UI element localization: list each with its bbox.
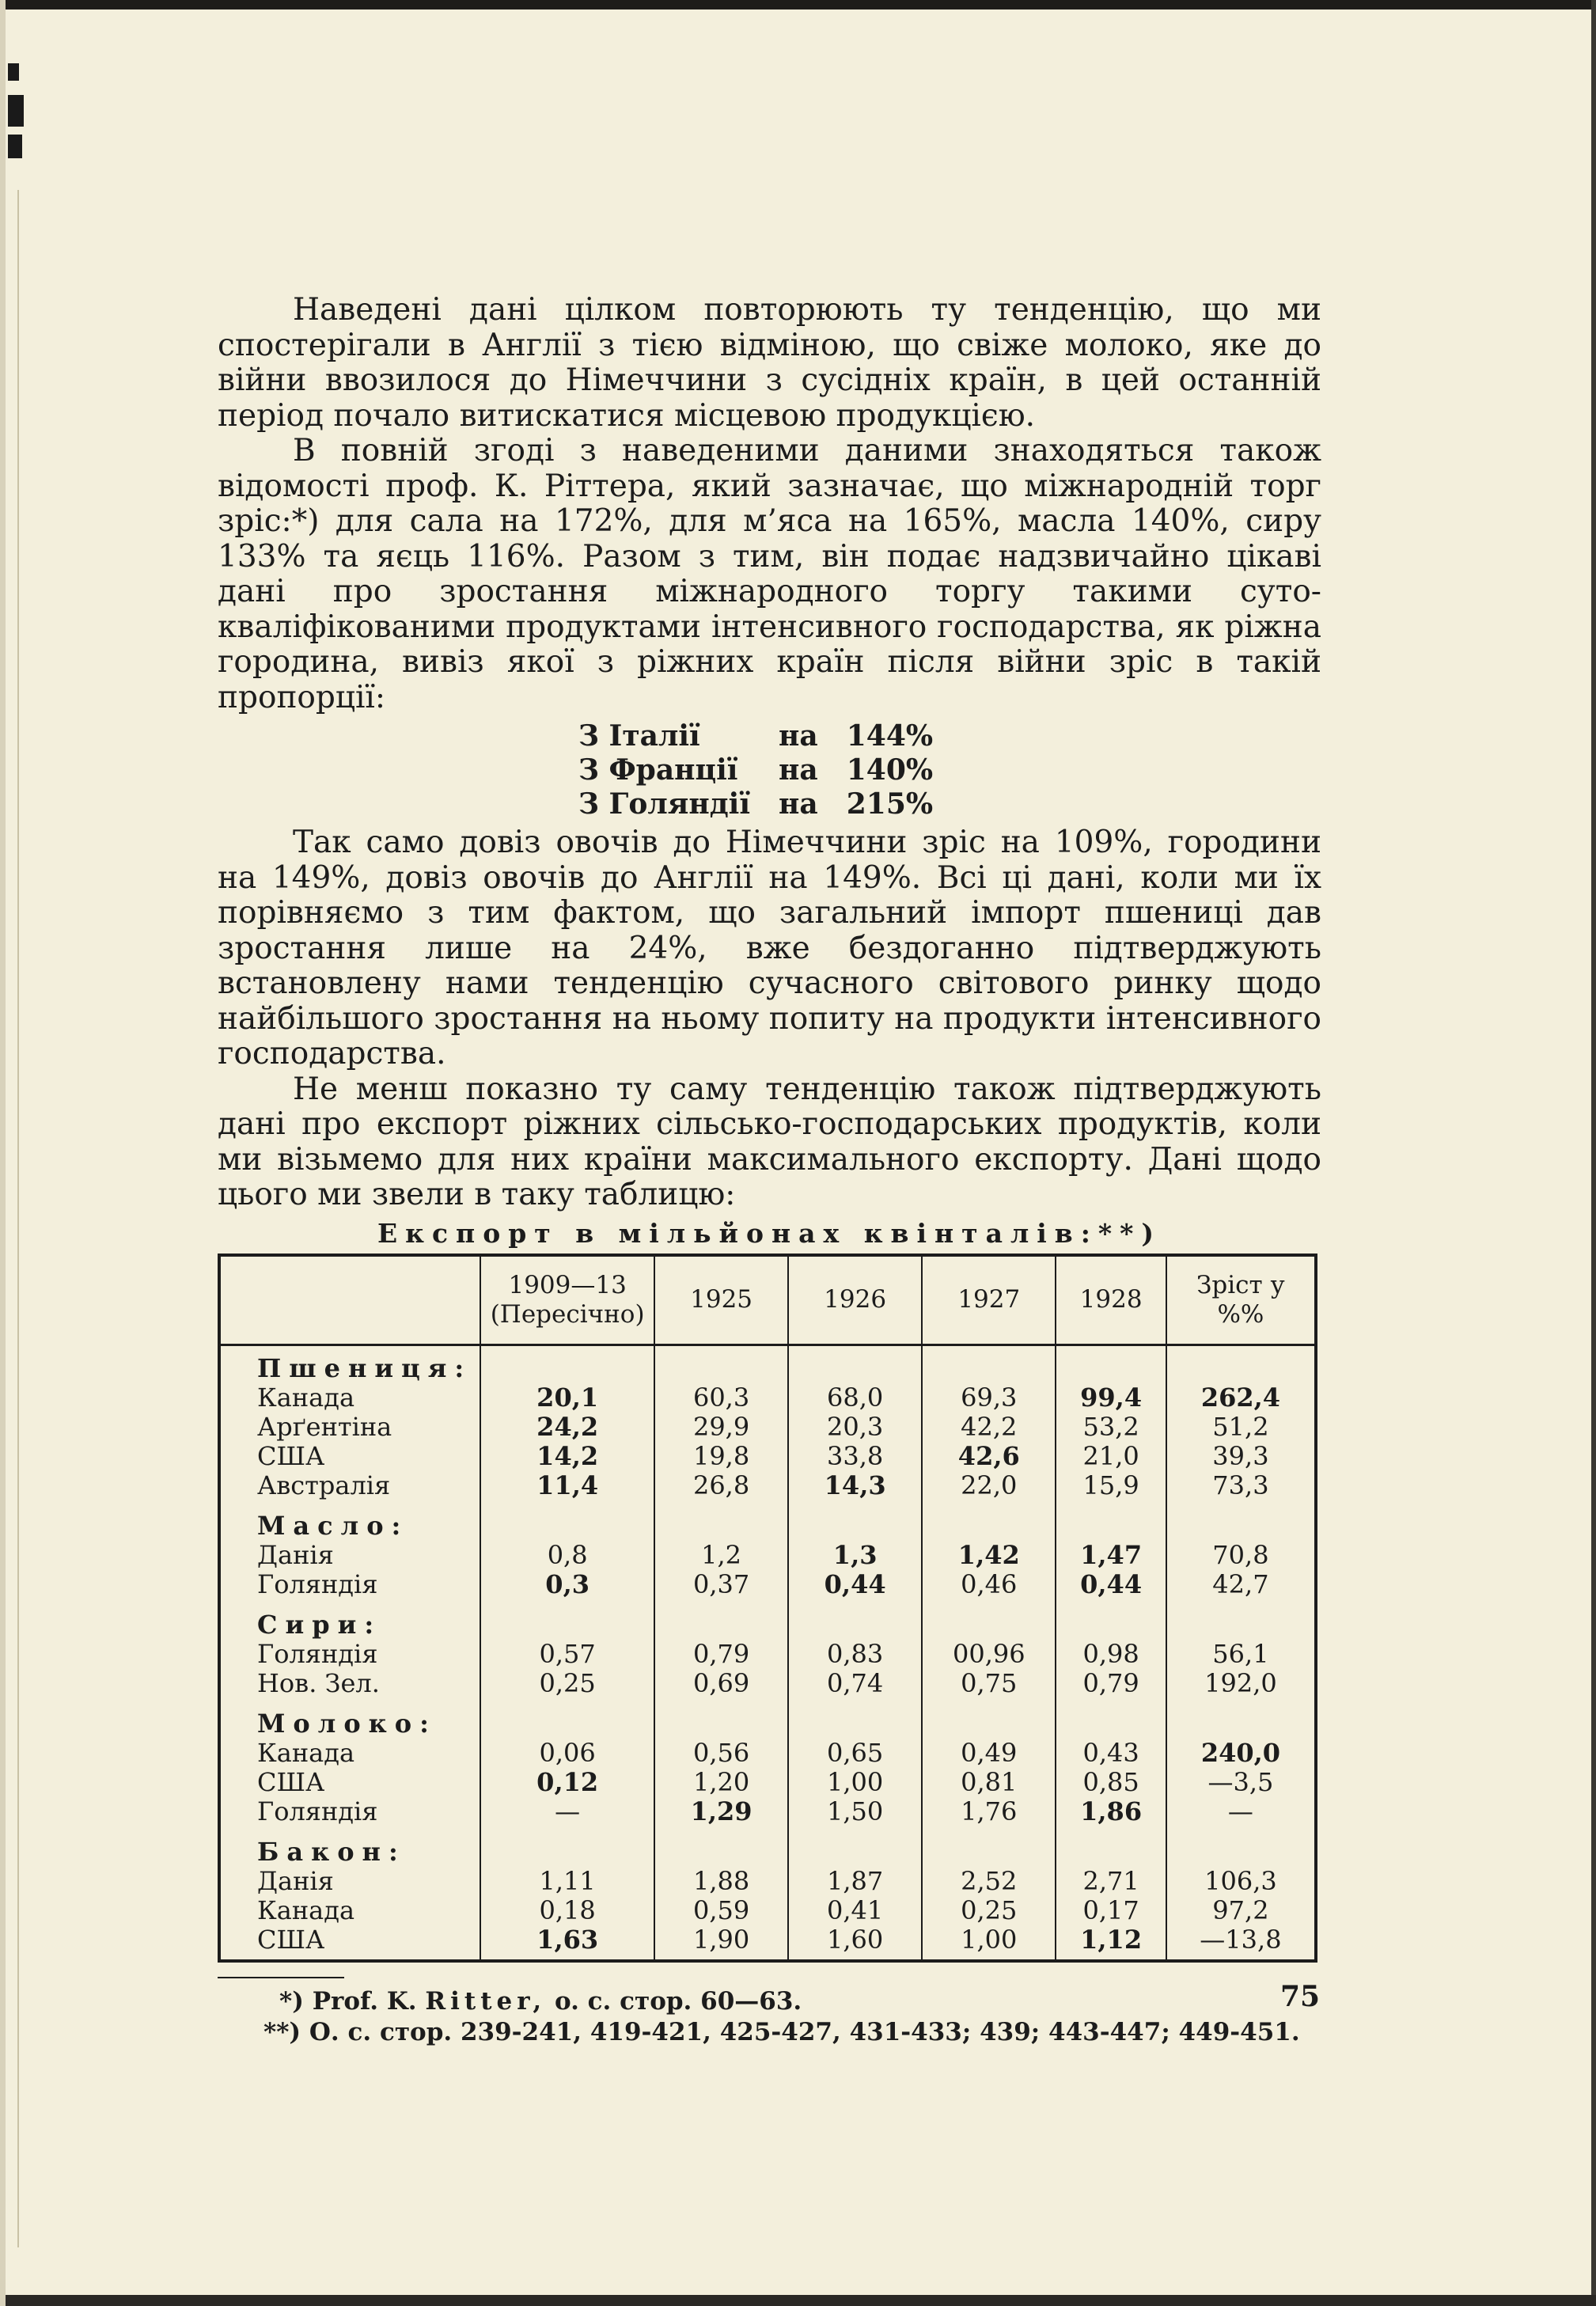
- country-cell: Голяндія: [257, 1796, 378, 1826]
- value-cell: 51,2: [1166, 1413, 1316, 1442]
- value-cell: 0,83: [788, 1640, 922, 1669]
- value-cell: 0,18: [480, 1896, 654, 1925]
- value-cell: 106,3: [1166, 1867, 1316, 1896]
- header-1925: 1925: [654, 1255, 788, 1345]
- value-cell: 1,2: [654, 1541, 788, 1570]
- paragraph-4: Не менш показно ту саму тенденцію також підтверджують дані про експорт ріжних сільсько-господарських продуктів, коли ми візьмемо для них країни максимального експорту. Дані щодо цього ми звели в таку таблицю:: [218, 1071, 1321, 1212]
- value-cell: 0,44: [788, 1570, 922, 1599]
- value-cell: —: [1166, 1797, 1316, 1826]
- table-row: [219, 1471, 1316, 1500]
- value-cell: 20,1: [480, 1383, 654, 1413]
- table-row: [219, 1797, 1316, 1826]
- group-label: Пшениця:: [257, 1352, 472, 1383]
- ratio-row: [575, 720, 936, 753]
- paragraph-2: В повній згоді з наведеними даними знаходяться також відомості проф. К. Ріттера, який зазначає, що міжнародній торг зріс:*) для сала на 172%, для м’яса на 165%, масла 140%, сиру 133% та яєць 116%. Разом з тим, він подає надзвичайно цікаві дані про зростання міжнародного торгу такими суто-кваліфікованими продуктами інтенсивного господарства, як ріжна городина, вивіз якої з ріжних країн після війни зріс в такій пропорції:: [218, 433, 1321, 715]
- table-row: [219, 1739, 1316, 1768]
- value-cell: 1,00: [788, 1768, 922, 1797]
- value-cell: 68,0: [788, 1383, 922, 1413]
- group-label: Бакон:: [257, 1836, 406, 1867]
- ratio-row: [575, 788, 936, 821]
- vegetable-export-ratios: [574, 719, 938, 822]
- country-cell: Арґентіна: [257, 1411, 392, 1442]
- country-cell: США: [257, 1440, 325, 1471]
- footnote-1-rest: o. c. стор. 60—63.: [554, 1986, 802, 2016]
- value-cell: 20,3: [788, 1413, 922, 1442]
- paragraph-3: Так само довіз овочів до Німеччини зріс на 109%, городини на 149%, довіз овочів до Англії на 149%. Всі ці дані, коли ми їх порівняємо з тим фактом, що загальний імпорт пшениці дав зростання лише на 24%, вже бездоганно підтверджують встановлену нами тенденцію сучасного світового ринку щодо найбільшого зростання на ньому попиту на продукти інтенсивного господарства.: [218, 825, 1321, 1071]
- country-cell: США: [257, 1924, 325, 1955]
- value-cell: 0,79: [654, 1640, 788, 1669]
- value-cell: 73,3: [1166, 1471, 1316, 1500]
- table-row: [219, 1925, 1316, 1961]
- value-cell: 15,9: [1056, 1471, 1166, 1500]
- ratio-word: на: [779, 787, 818, 821]
- value-cell: —13,8: [1166, 1925, 1316, 1961]
- country-cell: США: [257, 1766, 325, 1797]
- binding-mark: [8, 95, 24, 127]
- value-cell: 240,0: [1166, 1739, 1316, 1768]
- value-cell: 60,3: [654, 1383, 788, 1413]
- group-label: Масло:: [257, 1510, 409, 1541]
- ratio-value: 215%: [846, 787, 934, 821]
- header-average: (Пересічно): [490, 1299, 645, 1329]
- footnote-1-prefix: Prof. K.: [312, 1986, 417, 2016]
- value-cell: 1,29: [654, 1797, 788, 1826]
- ratio-row: [575, 754, 936, 787]
- value-cell: 0,25: [480, 1669, 654, 1698]
- value-cell: 0,43: [1056, 1739, 1166, 1768]
- header-period: 1909—13: [508, 1270, 627, 1299]
- header-growth: [1166, 1255, 1316, 1345]
- header-growth-label: Зріст у: [1196, 1270, 1285, 1299]
- footnote-2-mark: **): [263, 2017, 301, 2046]
- value-cell: 0,74: [788, 1669, 922, 1698]
- value-cell: 0,98: [1056, 1640, 1166, 1669]
- table-row: [219, 1570, 1316, 1599]
- value-cell: 262,4: [1166, 1383, 1316, 1413]
- value-cell: 00,96: [922, 1640, 1056, 1669]
- footnote-1: [279, 1986, 1321, 2017]
- country-cell: Австралія: [257, 1470, 391, 1500]
- table-row: [219, 1768, 1316, 1797]
- value-cell: 14,3: [788, 1471, 922, 1500]
- group-row: [219, 1599, 1316, 1640]
- value-cell: 0,57: [480, 1640, 654, 1669]
- ratio-country: З Голяндії: [578, 787, 751, 821]
- footnote-1-mark: *): [279, 1986, 304, 2016]
- group-label: Молоко:: [257, 1708, 437, 1739]
- value-cell: 0,75: [922, 1669, 1056, 1698]
- value-cell: 22,0: [922, 1471, 1056, 1500]
- value-cell: 24,2: [480, 1413, 654, 1442]
- binding-mark: [8, 135, 22, 158]
- country-cell: Голяндія: [257, 1568, 378, 1599]
- value-cell: 19,8: [654, 1442, 788, 1471]
- group-row: [219, 1500, 1316, 1541]
- table-row: [219, 1541, 1316, 1570]
- value-cell: 0,59: [654, 1896, 788, 1925]
- header-1926: 1926: [788, 1255, 922, 1345]
- country-cell: Канада: [257, 1737, 355, 1768]
- value-cell: 0,12: [480, 1768, 654, 1797]
- value-cell: 0,81: [922, 1768, 1056, 1797]
- paragraph-1: Наведені дані цілком повторюють ту тенденцію, що ми спостерігали в Англії з тією відміною, що свіже молоко, яке до війни ввозилося до Німеччини з сусідніх країн, в цей останній період почало витискатися місцевою продукцією.: [218, 292, 1321, 434]
- value-cell: 0,37: [654, 1570, 788, 1599]
- value-cell: 1,42: [922, 1541, 1056, 1570]
- footnote-2-text: О. с. стор. 239-241, 419-421, 425-427, 431-433; 439; 443-447; 449-451.: [309, 2017, 1300, 2046]
- value-cell: 0,8: [480, 1541, 654, 1570]
- value-cell: 1,60: [788, 1925, 922, 1961]
- header-1927: 1927: [922, 1255, 1056, 1345]
- value-cell: 21,0: [1056, 1442, 1166, 1471]
- group-row: [219, 1826, 1316, 1867]
- value-cell: 53,2: [1056, 1413, 1166, 1442]
- table-header-row: [219, 1255, 1316, 1345]
- country-cell: Данія: [257, 1865, 334, 1896]
- value-cell: 1,90: [654, 1925, 788, 1961]
- value-cell: 56,1: [1166, 1640, 1316, 1669]
- table-row: [219, 1413, 1316, 1442]
- country-cell: Голяндія: [257, 1638, 378, 1669]
- value-cell: 1,47: [1056, 1541, 1166, 1570]
- value-cell: 26,8: [654, 1471, 788, 1500]
- value-cell: 0,44: [1056, 1570, 1166, 1599]
- scan-border-right: [1591, 0, 1596, 2306]
- value-cell: 1,86: [1056, 1797, 1166, 1826]
- scan-border-bottom: [0, 2295, 1596, 2306]
- ratio-value: 140%: [846, 753, 934, 787]
- value-cell: 0,25: [922, 1896, 1056, 1925]
- value-cell: 192,0: [1166, 1669, 1316, 1698]
- value-cell: 0,65: [788, 1739, 922, 1768]
- value-cell: 1,12: [1056, 1925, 1166, 1961]
- value-cell: 1,20: [654, 1768, 788, 1797]
- value-cell: 1,63: [480, 1925, 654, 1961]
- value-cell: 29,9: [654, 1413, 788, 1442]
- ratio-value: 144%: [846, 719, 934, 753]
- value-cell: 11,4: [480, 1471, 654, 1500]
- value-cell: 14,2: [480, 1442, 654, 1471]
- value-cell: 0,3: [480, 1570, 654, 1599]
- value-cell: 70,8: [1166, 1541, 1316, 1570]
- value-cell: 97,2: [1166, 1896, 1316, 1925]
- value-cell: 1,00: [922, 1925, 1056, 1961]
- scan-border-left: [0, 0, 6, 2306]
- value-cell: 33,8: [788, 1442, 922, 1471]
- value-cell: 0,79: [1056, 1669, 1166, 1698]
- table-row: [219, 1896, 1316, 1925]
- value-cell: 1,87: [788, 1867, 922, 1896]
- value-cell: 2,71: [1056, 1867, 1166, 1896]
- table-row: [219, 1383, 1316, 1413]
- value-cell: 0,49: [922, 1739, 1056, 1768]
- group-row: [219, 1345, 1316, 1383]
- value-cell: 42,2: [922, 1413, 1056, 1442]
- value-cell: 42,7: [1166, 1570, 1316, 1599]
- value-cell: 0,69: [654, 1669, 788, 1698]
- value-cell: 0,17: [1056, 1896, 1166, 1925]
- page-number: 75: [1280, 1980, 1321, 2013]
- value-cell: 39,3: [1166, 1442, 1316, 1471]
- value-cell: —: [480, 1797, 654, 1826]
- ratio-word: на: [779, 719, 818, 753]
- footnote-rule: [218, 1977, 344, 1978]
- scan-border-top: [0, 0, 1596, 9]
- value-cell: —3,5: [1166, 1768, 1316, 1797]
- table-row: [219, 1442, 1316, 1471]
- group-label: Сири:: [257, 1609, 382, 1640]
- value-cell: 1,50: [788, 1797, 922, 1826]
- value-cell: 1,76: [922, 1797, 1056, 1826]
- value-cell: 69,3: [922, 1383, 1056, 1413]
- country-cell: Данія: [257, 1539, 334, 1570]
- country-cell: Нов. Зел.: [257, 1667, 380, 1698]
- page-body: [218, 293, 1321, 2048]
- table-row: [219, 1669, 1316, 1698]
- table-caption: Експорт в мільйонах квінталів:**): [377, 1217, 1162, 1249]
- header-1928: 1928: [1056, 1255, 1166, 1345]
- value-cell: 1,88: [654, 1867, 788, 1896]
- footnote-2: [263, 2017, 1321, 2048]
- page-edge-line: [17, 190, 19, 2247]
- group-row: [219, 1698, 1316, 1739]
- value-cell: 42,6: [922, 1442, 1056, 1471]
- ratio-word: на: [779, 753, 818, 787]
- header-empty: [219, 1255, 480, 1345]
- export-table: [218, 1254, 1317, 1963]
- table-row: [219, 1640, 1316, 1669]
- value-cell: 1,3: [788, 1541, 922, 1570]
- header-1909-13: [480, 1255, 654, 1345]
- header-growth-unit: %%: [1217, 1299, 1264, 1329]
- country-cell: Канада: [257, 1894, 355, 1925]
- value-cell: 0,56: [654, 1739, 788, 1768]
- value-cell: 0,41: [788, 1896, 922, 1925]
- value-cell: 2,52: [922, 1867, 1056, 1896]
- ratio-country: З Італії: [578, 719, 700, 753]
- value-cell: 0,85: [1056, 1768, 1166, 1797]
- value-cell: 0,46: [922, 1570, 1056, 1599]
- footnote-1-author: Ritter,: [425, 1986, 547, 2016]
- binding-mark: [8, 63, 19, 81]
- value-cell: 1,11: [480, 1867, 654, 1896]
- country-cell: Канада: [257, 1382, 355, 1413]
- value-cell: 99,4: [1056, 1383, 1166, 1413]
- value-cell: 0,06: [480, 1739, 654, 1768]
- ratio-country: З Франції: [578, 753, 738, 787]
- table-row: [219, 1867, 1316, 1896]
